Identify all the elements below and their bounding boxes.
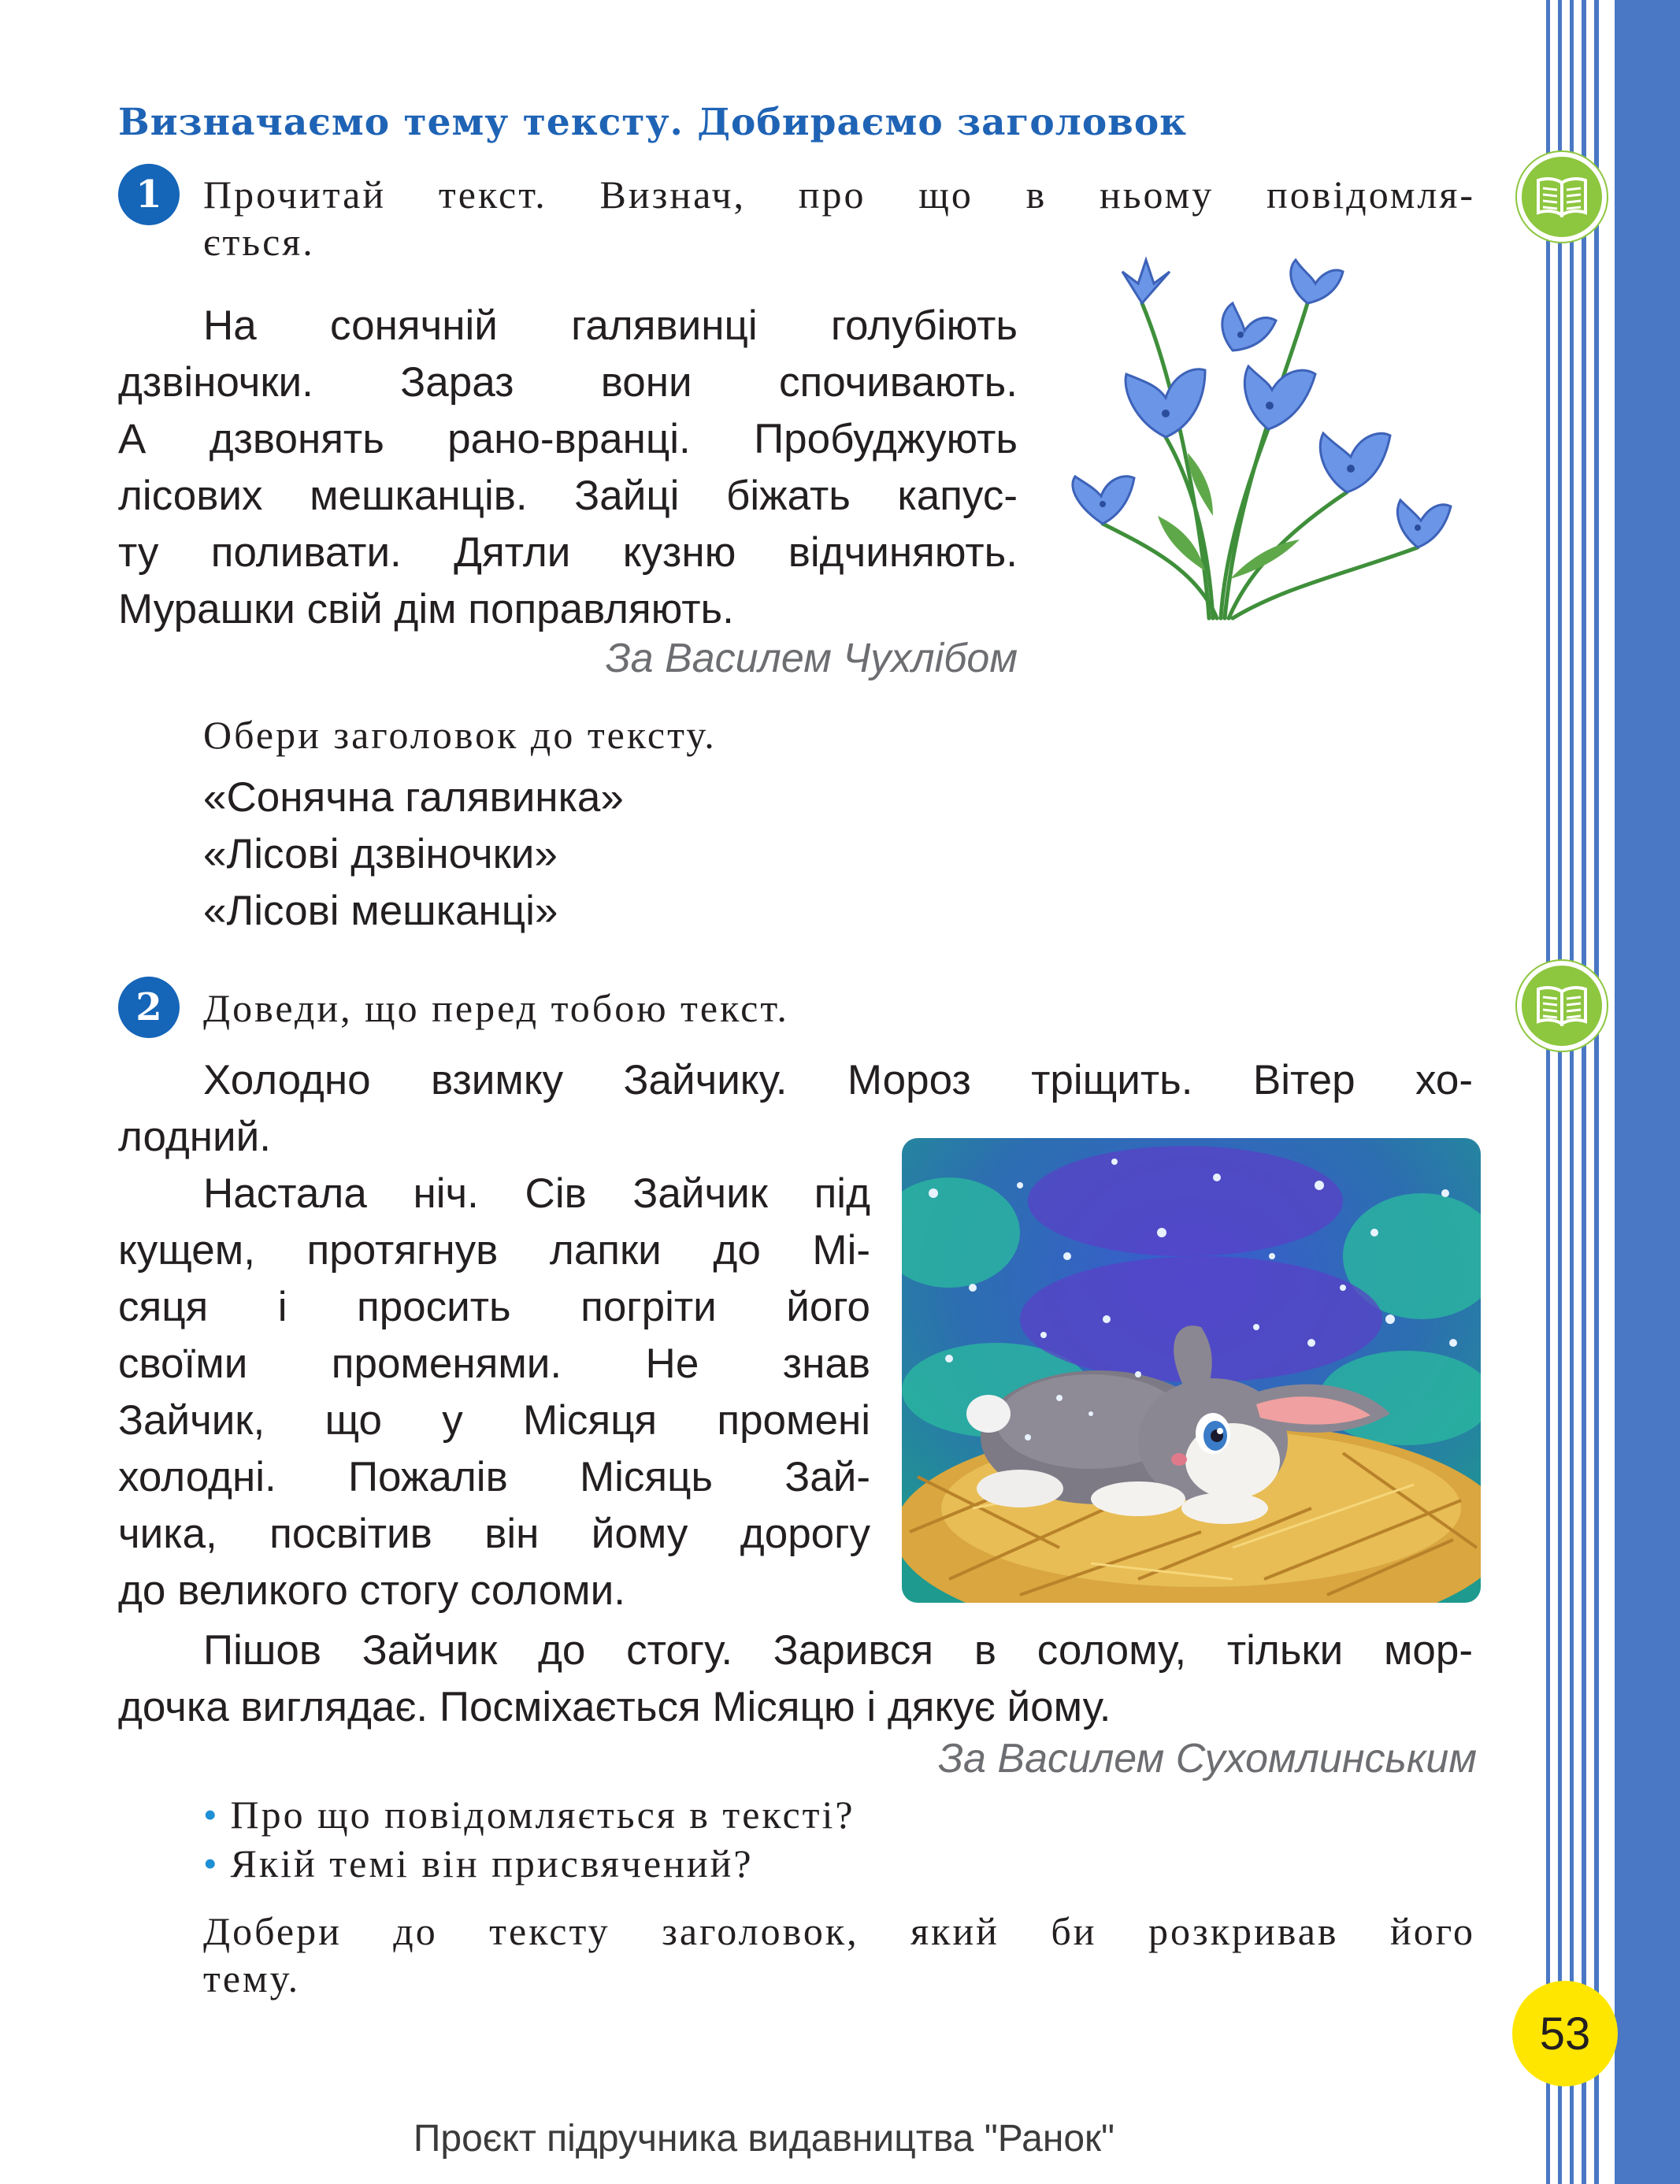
instruction-line: Добери до тексту заголовок, який би розкривав його	[203, 1909, 1475, 1953]
title-option: «Сонячна галявинка»	[203, 774, 624, 821]
text-line: Мурашки свій дім поправляють.	[118, 586, 734, 632]
title-option: «Лісові мешканці»	[203, 888, 558, 934]
section-heading: Визначаємо тему тексту. Добираємо заголовок	[118, 101, 1188, 144]
bellflowers-illustration	[1048, 256, 1457, 626]
text-line: На сонячній галявинці голубіють	[203, 302, 1018, 349]
reading-badge	[1517, 961, 1607, 1051]
edge-stripe	[1570, 0, 1574, 2184]
bullet-icon: •	[203, 1841, 220, 1886]
text-line: до великого стогу соломи.	[118, 1567, 625, 1614]
task-number-badge: 1	[118, 164, 180, 225]
question-item	[203, 1839, 855, 1888]
edge-stripe	[1546, 0, 1550, 2184]
text-line: ту поливати. Дятли кузню відчиняють.	[118, 529, 1018, 576]
instruction-line: Прочитай текст. Визнач, про що в ньому повідомля-	[203, 172, 1475, 217]
text-line: Холодно взимку Зайчику. Мороз тріщить. Вітер хо-	[203, 1057, 1473, 1103]
question-text: Про що повідомляється в тексті?	[230, 1793, 855, 1837]
page-number: 53	[1512, 1981, 1618, 2086]
task1-text	[118, 298, 1018, 638]
task1-instruction	[203, 171, 1475, 265]
text-line: холодні. Пожалів Місяць Зай-	[118, 1454, 870, 1500]
text-line: Зайчик, що у Місяця промені	[118, 1397, 870, 1444]
text-line: дзвіночки. Зараз вони спочивають.	[118, 359, 1018, 406]
question-item	[203, 1790, 855, 1839]
text-line: Настала ніч. Сів Зайчик під	[203, 1170, 870, 1217]
bullet-icon: •	[203, 1793, 220, 1837]
edge-band	[1615, 0, 1680, 2184]
text-line: лодний.	[118, 1114, 271, 1160]
open-book-icon	[1536, 985, 1588, 1026]
open-book-icon	[1536, 176, 1588, 217]
instruction-line: ється.	[203, 220, 315, 264]
title-option: «Лісові дзвіночки»	[203, 831, 558, 877]
text-line: чика, посвітив він йому дорогу	[118, 1511, 870, 1557]
text-author: За Василем Сухомлинським	[938, 1736, 1477, 1782]
footer-credit: Проєкт підручника видавництва "Ранок"	[413, 2118, 1115, 2160]
task-number-badge: 2	[118, 977, 180, 1038]
instruction-line: тему.	[203, 1956, 301, 2000]
text-line: лісових мешканців. Зайці біжать капус-	[118, 473, 1018, 519]
title-options	[203, 769, 624, 940]
text-line: своїми променями. Не знав	[118, 1340, 870, 1387]
task2-final-instruction	[203, 1908, 1475, 2002]
bunny-illustration	[902, 1138, 1481, 1603]
edge-stripe	[1582, 0, 1586, 2184]
task2-instruction: Доведи, що перед тобою текст.	[203, 986, 789, 1030]
question-text: Якій темі він присвячений?	[230, 1841, 754, 1886]
text-line: сяця і просить погріти його	[118, 1284, 870, 1330]
edge-stripe	[1558, 0, 1562, 2184]
reading-badge	[1517, 152, 1607, 242]
text-line: дочка виглядає. Посміхається Місяцю і дякує йому.	[118, 1684, 1111, 1730]
edge-stripe	[1594, 0, 1599, 2184]
text-author: За Василем Чухлібом	[605, 636, 1018, 681]
question-list	[203, 1790, 855, 1888]
task2-paragraph-2	[118, 1166, 870, 1619]
task1-question: Обери заголовок до тексту.	[203, 713, 717, 757]
task2-paragraph-3	[118, 1622, 1473, 1736]
text-line: кущем, протягнув лапки до Мі-	[118, 1227, 870, 1274]
text-line: А дзвонять рано-вранці. Пробуджують	[118, 416, 1018, 462]
text-line: Пішов Зайчик до стогу. Зарився в солому, тільки мор-	[203, 1627, 1473, 1674]
